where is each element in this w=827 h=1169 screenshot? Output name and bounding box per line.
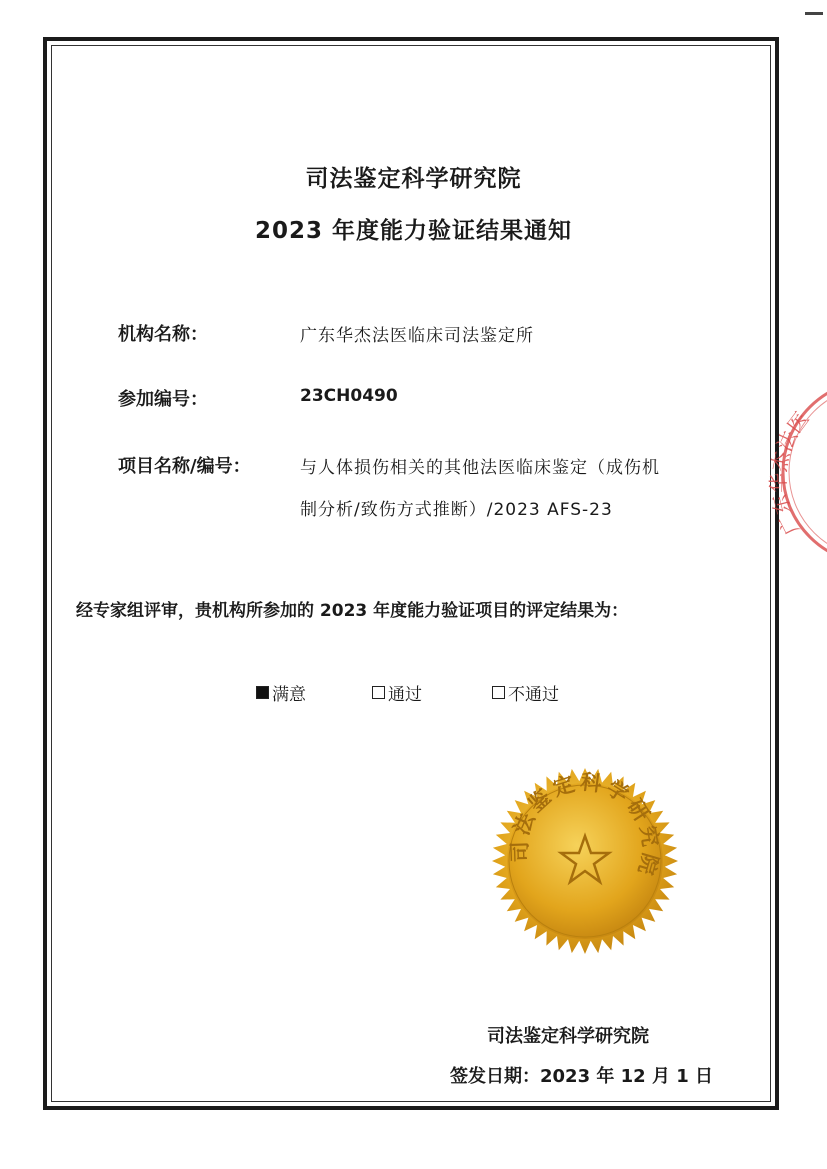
issue-date-label: 签发日期： [450, 1066, 540, 1087]
institution-label: 机构名称： [118, 324, 208, 345]
project-value-line1: 与人体损伤相关的其他法医临床鉴定（成伤机 [300, 458, 660, 478]
gold-seal-icon [490, 766, 680, 956]
empty-checkbox-icon [492, 686, 505, 699]
result-option-label: 通过 [388, 685, 422, 705]
result-option-label: 满意 [272, 685, 306, 705]
issue-date-value: 2023 年 12 月 1 日 [540, 1066, 714, 1087]
scan-mark [805, 12, 823, 15]
red-stamp-icon [760, 380, 827, 560]
stamp-text: 广东华杰法医 [766, 407, 814, 539]
document-title-notice: 2023 年度能力验证结果通知 [254, 218, 573, 244]
checked-checkbox-icon [256, 686, 269, 699]
project-value-line2: 制分析/致伤方式推断）/2023 AFS-23 [300, 500, 613, 520]
participant-no-label: 参加编号： [118, 389, 208, 410]
result-option-satisfactory [256, 680, 306, 705]
issuer-name: 司法鉴定科学研究院 [487, 1026, 649, 1047]
participant-no-value: 23CH0490 [300, 386, 398, 406]
document-title-institute: 司法鉴定科学研究院 [305, 166, 522, 192]
result-option-pass [372, 680, 422, 705]
svg-text:广东华杰法医 [766, 407, 813, 539]
seal-text: 司法鉴定科学研究院 [507, 769, 664, 882]
evaluation-statement: 经专家组评审，贵机构所参加的 2023 年度能力验证项目的评定结果为： [76, 601, 629, 621]
project-label: 项目名称/编号： [118, 456, 251, 477]
empty-checkbox-icon [372, 686, 385, 699]
result-option-label: 不通过 [508, 685, 559, 705]
issue-date [450, 1062, 713, 1088]
institution-value: 广东华杰法医临床司法鉴定所 [300, 326, 534, 346]
result-option-fail [492, 680, 559, 705]
